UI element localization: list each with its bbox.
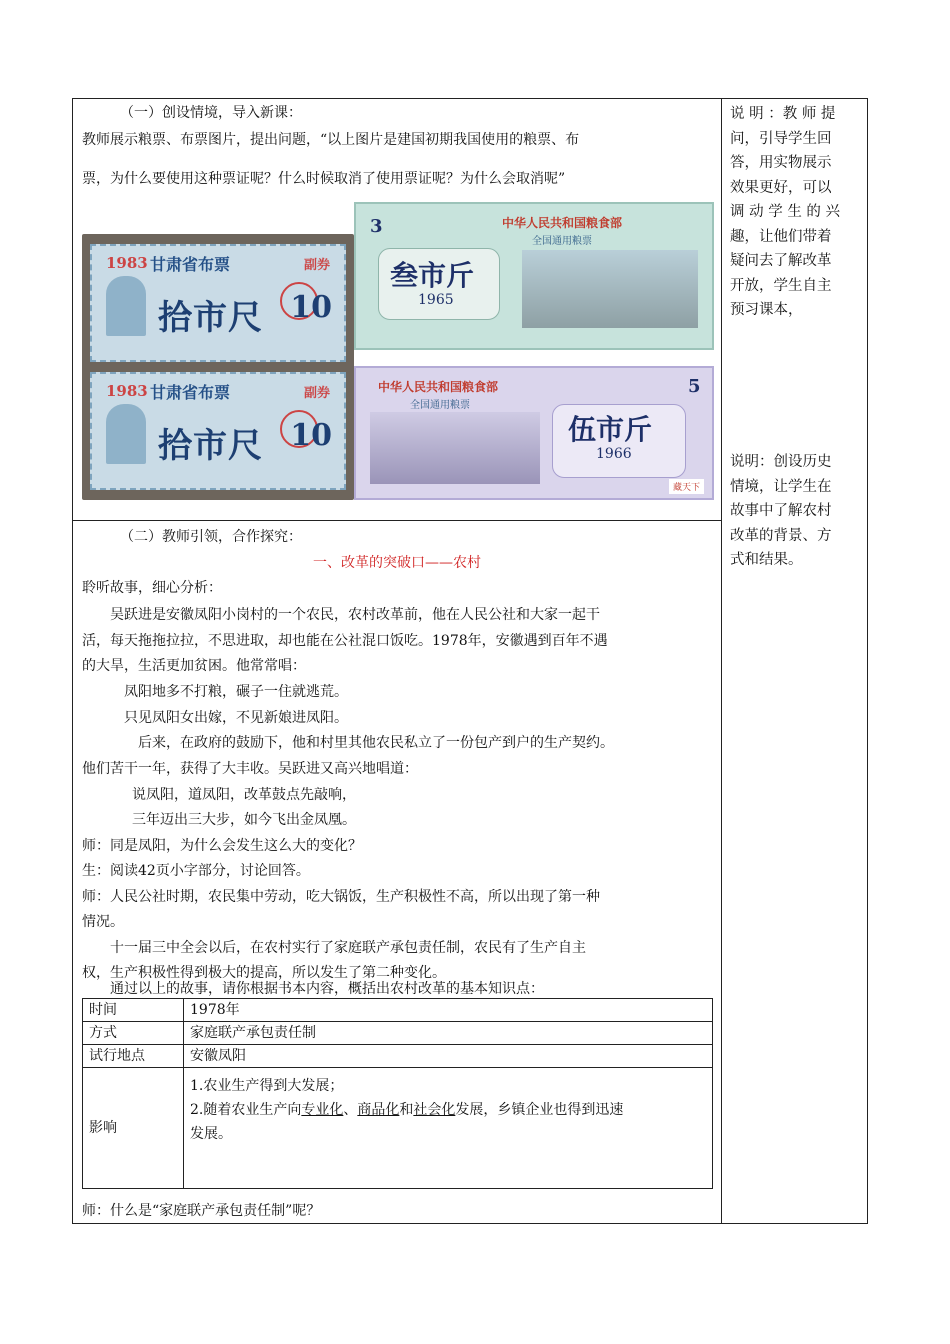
side-note-2 — [730, 450, 862, 573]
cloth-ticket-amount: 拾市尺 — [158, 426, 263, 466]
grain-ticket-year: 1966 — [596, 446, 632, 462]
side-note-line: 预习课本， — [730, 302, 803, 318]
impact-text: 和 — [399, 1102, 414, 1118]
table-value: 1978年 — [184, 999, 713, 1022]
section1-heading: （一）创设情境，导入新课： — [120, 105, 302, 121]
side-note-line: 调 动 学 生 的 兴 — [730, 204, 841, 220]
side-note-line: 说明：创设历史 — [730, 454, 832, 470]
side-note-line: 效果更好，可以 — [730, 179, 832, 196]
lesson-plan-page — [72, 98, 868, 1224]
grain-ticket-year: 1965 — [418, 292, 454, 308]
dam-illustration — [370, 412, 540, 484]
section1-line2: 票，为什么要使用这种票证呢？什么时候取消了使用票证呢？为什么会取消呢” — [82, 171, 566, 187]
section2-heading: （二）教师引领，合作探究： — [120, 529, 302, 545]
grain-ticket-amount: 伍市斤 — [568, 413, 653, 446]
cloth-ticket-year: 1983 — [106, 382, 148, 400]
row-divider — [72, 520, 722, 521]
side-note-line: 趣，让他们带着 — [730, 228, 832, 245]
impact-item: 1.农业生产得到大发展； — [190, 1078, 344, 1094]
impact-keyword: 社会化 — [413, 1102, 456, 1118]
impact-keyword: 专业化 — [301, 1102, 344, 1118]
grain-ticket-number: 3 — [370, 216, 383, 237]
story-intro: 聆听故事，细心分析： — [82, 580, 222, 596]
building-illustration — [106, 276, 146, 336]
harvester-illustration — [522, 250, 698, 328]
song-line: 只见凤阳女出嫁，不见新娘进凤阳。 — [124, 710, 348, 726]
grain-ticket-issuer: 中华人民共和国粮食部 — [502, 216, 623, 230]
song-line: 三年迈出三大步，如今飞出金凤凰。 — [132, 812, 356, 828]
cloth-ticket-image — [82, 234, 354, 500]
table-label: 影响 — [83, 1068, 184, 1189]
side-note-line: 改革的背景、方 — [730, 527, 832, 544]
side-note-1 — [730, 102, 862, 323]
side-note-line: 疑问去了解改革 — [730, 253, 832, 269]
building-illustration — [106, 404, 146, 464]
table-row — [83, 1068, 713, 1189]
side-note-line: 说 明 ：教 师 提 — [730, 106, 836, 122]
grain-ticket-scope: 全国通用粮票 — [410, 400, 470, 411]
cloth-ticket-stub-label: 副券 — [303, 258, 330, 273]
cloth-ticket-number: 10 — [290, 290, 332, 325]
story-line: 吴跃进是安徽凤阳小岗村的一个农民，农村改革前，他在人民公社和大家一起干 — [110, 607, 600, 623]
table-value: 家庭联产承包责任制 — [184, 1022, 713, 1045]
section2-title: 一、改革的突破口——农村 — [313, 555, 481, 571]
cloth-ticket-number: 10 — [290, 418, 332, 453]
cloth-ticket-year: 1983 — [106, 254, 148, 272]
table-label: 试行地点 — [83, 1045, 184, 1068]
side-note-line: 式和结果。 — [730, 552, 803, 568]
table-row — [83, 999, 713, 1022]
story-line: 他们苦干一年，获得了大丰收。吴跃进又高兴地唱道： — [82, 761, 418, 777]
impact-item — [190, 1098, 706, 1122]
impact-keyword: 商品化 — [357, 1102, 400, 1118]
final-question: 师：什么是“家庭联产承包责任制”呢？ — [82, 1203, 321, 1219]
table-row — [83, 1022, 713, 1045]
cloth-ticket-province: 甘肃省布票 — [150, 255, 231, 274]
grain-ticket-scope: 全国通用粮票 — [532, 236, 592, 247]
side-note-line: 问，引导学生回 — [730, 130, 832, 147]
teacher-question: 师：同是凤阳，为什么会发生这么大的变化？ — [82, 838, 362, 854]
summary-prompt: 通过以上的故事，请你根据书本内容，概括出农村改革的基本知识点： — [110, 981, 544, 997]
grain-ticket-amount: 叁市斤 — [390, 259, 475, 292]
table-value: 安徽凤阳 — [184, 1045, 713, 1068]
cloth-ticket-top — [90, 244, 346, 362]
table-row — [83, 1045, 713, 1068]
student-answer: 生：阅读42页小字部分，讨论回答。 — [82, 863, 310, 879]
teacher-explanation: 情况。 — [82, 914, 124, 930]
side-note-line: 情境，让学生在 — [730, 478, 832, 495]
grain-ticket-number: 5 — [688, 376, 701, 397]
section1-line1: 教师展示粮票、布票图片，提出问题，“以上图片是建国初期我国使用的粮票、布 — [82, 132, 580, 148]
table-label: 方式 — [83, 1022, 184, 1045]
teacher-explanation: 权，生产积极性得到极大的提高，所以发生了第二种变化。 — [82, 965, 446, 981]
cloth-ticket-province: 甘肃省布票 — [150, 383, 231, 402]
impact-cell — [184, 1068, 713, 1189]
side-note-line: 答，用实物展示 — [730, 155, 832, 171]
cloth-ticket-stub-label: 副券 — [303, 386, 330, 401]
impact-text: 、 — [343, 1102, 358, 1118]
story-line: 活，每天拖拖拉拉，不思进取，却也能在公社混口饭吃。1978年，安徽遇到百年不遇 — [82, 633, 608, 649]
table-label: 时间 — [83, 999, 184, 1022]
impact-text: 2.随着农业生产向 — [190, 1102, 302, 1118]
song-line: 说凤阳，道凤阳，改革鼓点先敲响， — [132, 787, 356, 803]
story-line: 后来，在政府的鼓励下，他和村里其他农民私立了一份包产到户的生产契约。 — [138, 735, 614, 751]
grain-ticket-issuer: 中华人民共和国粮食部 — [378, 380, 499, 394]
teacher-explanation: 十一届三中全会以后，在农村实行了家庭联产承包责任制，农民有了生产自主 — [110, 940, 586, 956]
teacher-explanation: 师：人民公社时期，农民集中劳动，吃大锅饭，生产积极性不高，所以出现了第一种 — [82, 889, 600, 905]
side-note-line: 故事中了解农村 — [730, 503, 832, 519]
impact-text: 发展，乡镇企业也得到迅速 — [455, 1102, 624, 1118]
side-note-line: 开放，学生自主 — [730, 277, 832, 294]
cloth-ticket-amount: 拾市尺 — [158, 298, 263, 338]
story-line: 的大旱，生活更加贫困。他常常唱： — [82, 658, 306, 674]
song-line: 凤阳地多不打粮，碾子一住就逃荒。 — [124, 684, 348, 700]
cloth-ticket-bottom — [90, 372, 346, 490]
impact-item: 发展。 — [190, 1126, 232, 1142]
knowledge-table — [82, 998, 713, 1189]
watermark-logo: 藏天下 — [669, 479, 704, 494]
column-divider — [721, 98, 722, 1224]
grain-ticket-1965-image — [354, 202, 714, 350]
grain-ticket-1966-image — [354, 366, 714, 500]
